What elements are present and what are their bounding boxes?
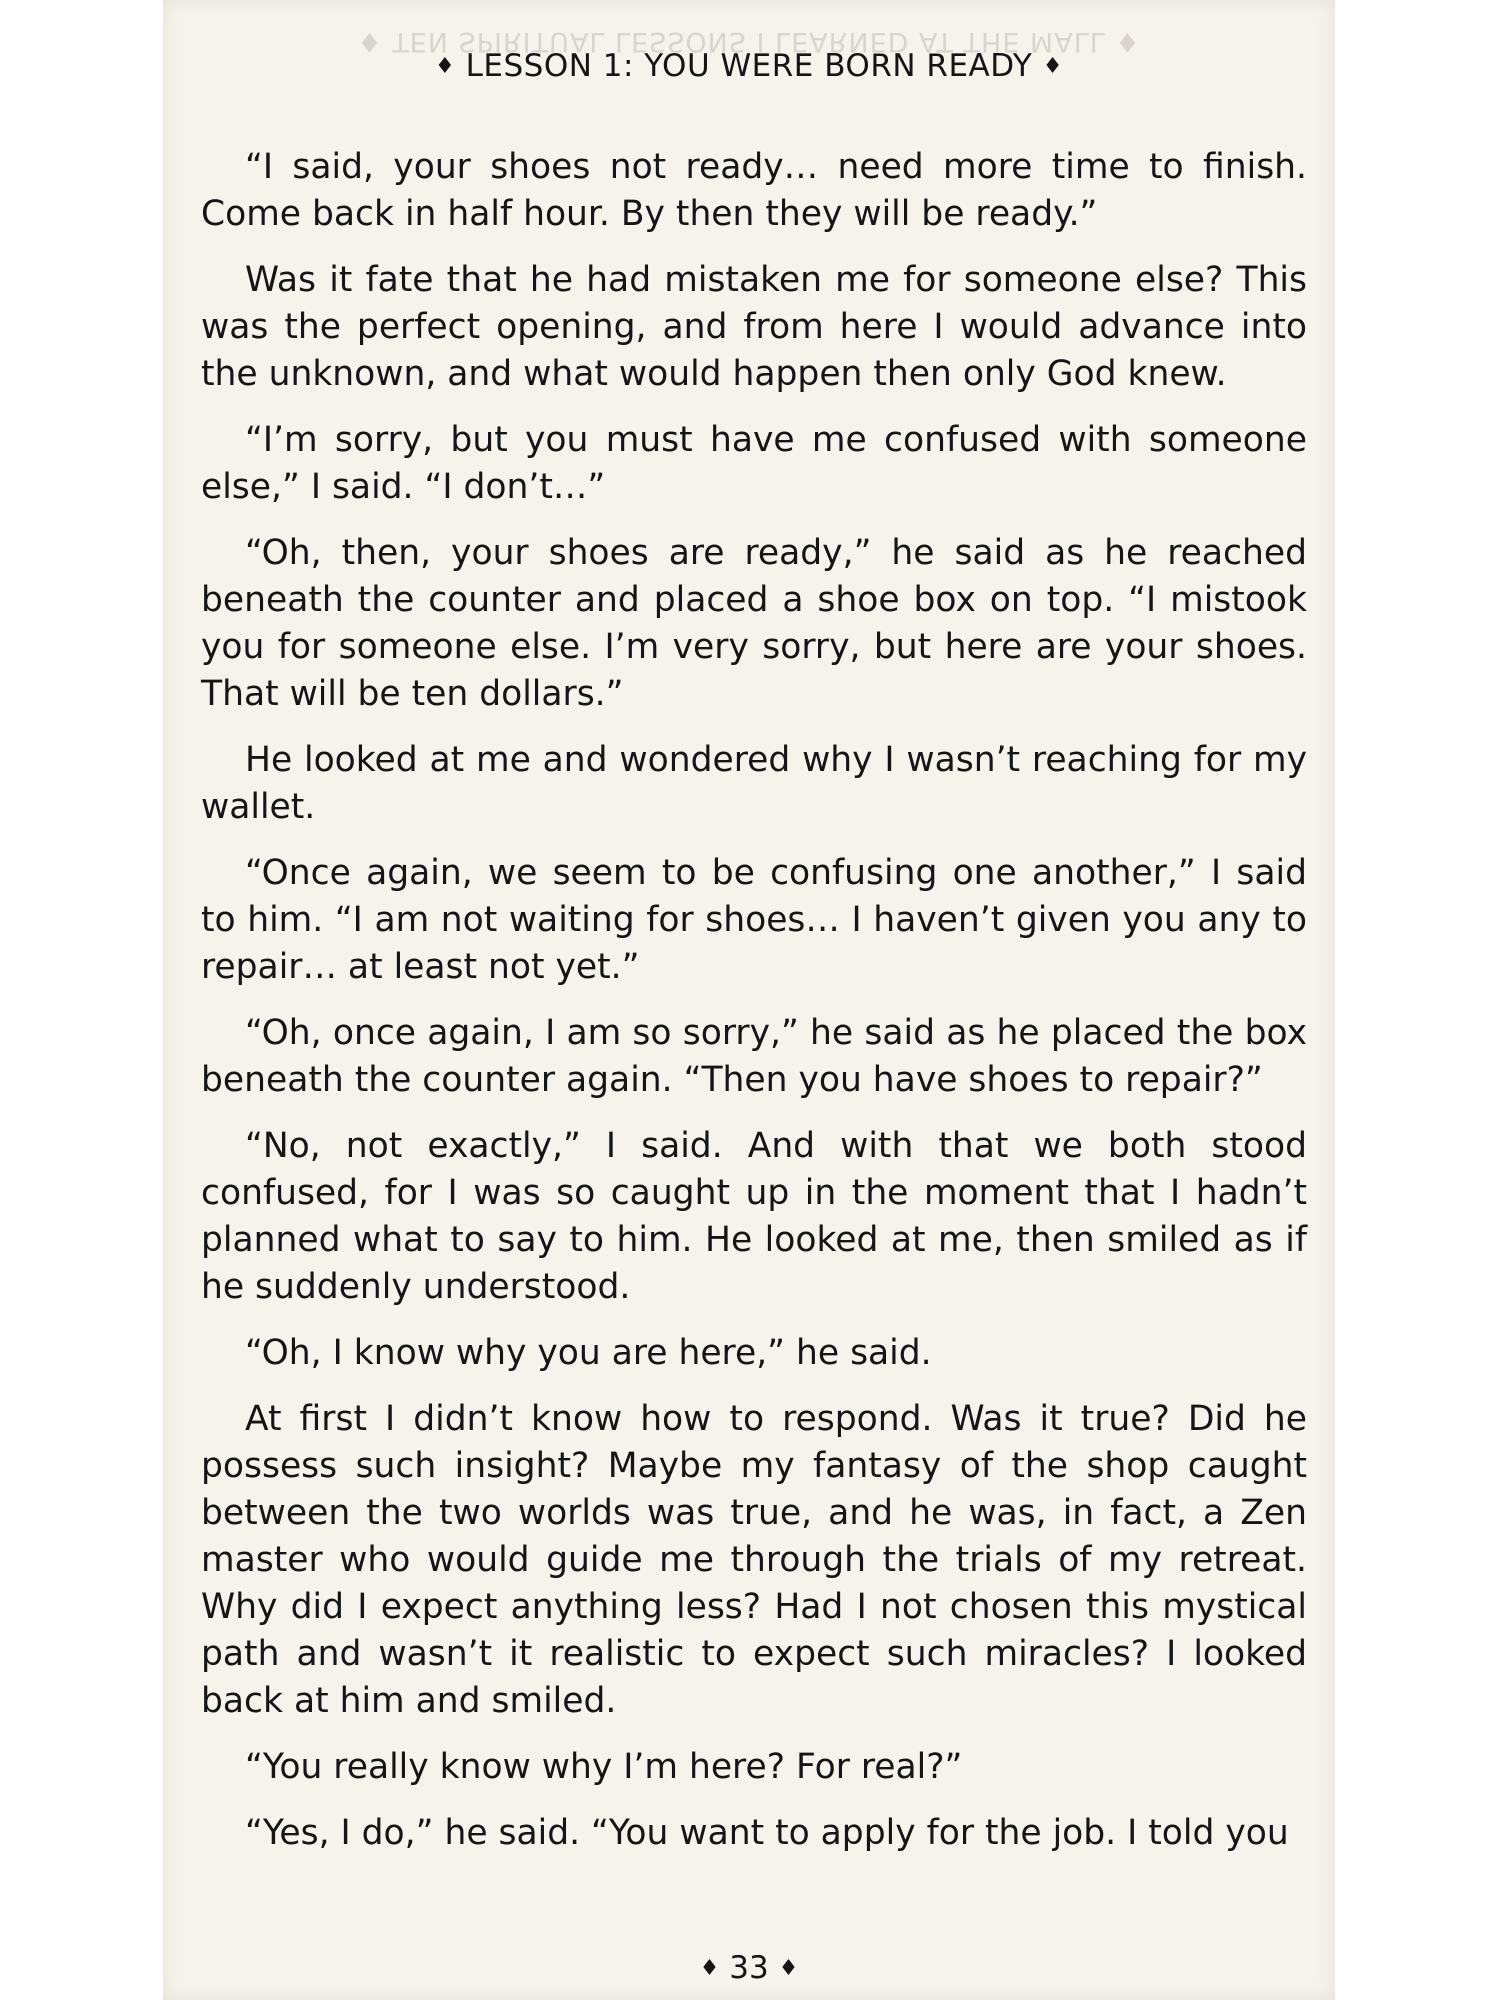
paragraph: “I said, your shoes not ready… need more time to finish. Come back in half hour. By then they will be ready.” [201,147,1307,234]
page-number: 33 [729,1950,769,1986]
page-footer [163,1950,1335,1986]
paragraph: “No, not exactly,” I said. And with that we both stood confused, for I was so caught up in the moment that I hadn’t planned what to say to him. He looked at me, then smiled as if he suddenly understood. [201,1126,1307,1307]
chapter-title: LESSON 1: YOU WERE BORN READY [465,48,1033,84]
paragraph: “Oh, then, your shoes are ready,” he said as he reached beneath the counter and placed a shoe box on top. “I mistook you for someone else. I’m very sorry, but here are your shoes. That will be ten dollars.” [201,533,1307,714]
diamond-ornament-icon: ♦ [1042,54,1063,79]
paragraph: “You really know why I’m here? For real?” [245,1747,963,1787]
running-header [163,48,1335,84]
diamond-ornament-icon: ♦ [778,1956,799,1981]
paragraph: “I’m sorry, but you must have me confused with someone else,” I said. “I don’t…” [201,420,1307,507]
paragraph: “Once again, we seem to be confusing one another,” I said to him. “I am not waiting for shoes… I haven’t given you any to repair… at least not yet.” [201,853,1307,987]
paragraph: “Oh, I know why you are here,” he said. [245,1333,932,1373]
diamond-ornament-icon: ♦ [699,1956,720,1981]
paragraph: “Oh, once again, I am so sorry,” he said as he placed the box beneath the counter again. “Then you have shoes to repair?” [201,1013,1307,1100]
diamond-ornament-icon: ♦ [435,54,456,79]
paragraph: He looked at me and wondered why I wasn’t reaching for my wallet. [201,740,1307,827]
body-text [201,144,1307,1876]
paragraph: “Yes, I do,” he said. “You want to apply for the job. I told you [245,1813,1289,1853]
show-through-header: ♦ TEN SPIRITUAL LESSONS I LEARNED AT THE MALL ♦ [357,26,1141,57]
paragraph: At first I didn’t know how to respond. Was it true? Did he possess such insight? Maybe my fantasy of the shop caught between the two worlds was true, and he was, in fact, a Zen master who would guide me through the trials of my retreat. Why did I expect anything less? Had I not chosen this mystical path and wasn’t it realistic to expect such miracles? I looked back at him and smiled. [201,1399,1307,1721]
paragraph: Was it fate that he had mistaken me for someone else? This was the perfect opening, and from here I would advance into the unknown, and what would happen then only God knew. [201,260,1307,394]
book-page [163,0,1335,2000]
